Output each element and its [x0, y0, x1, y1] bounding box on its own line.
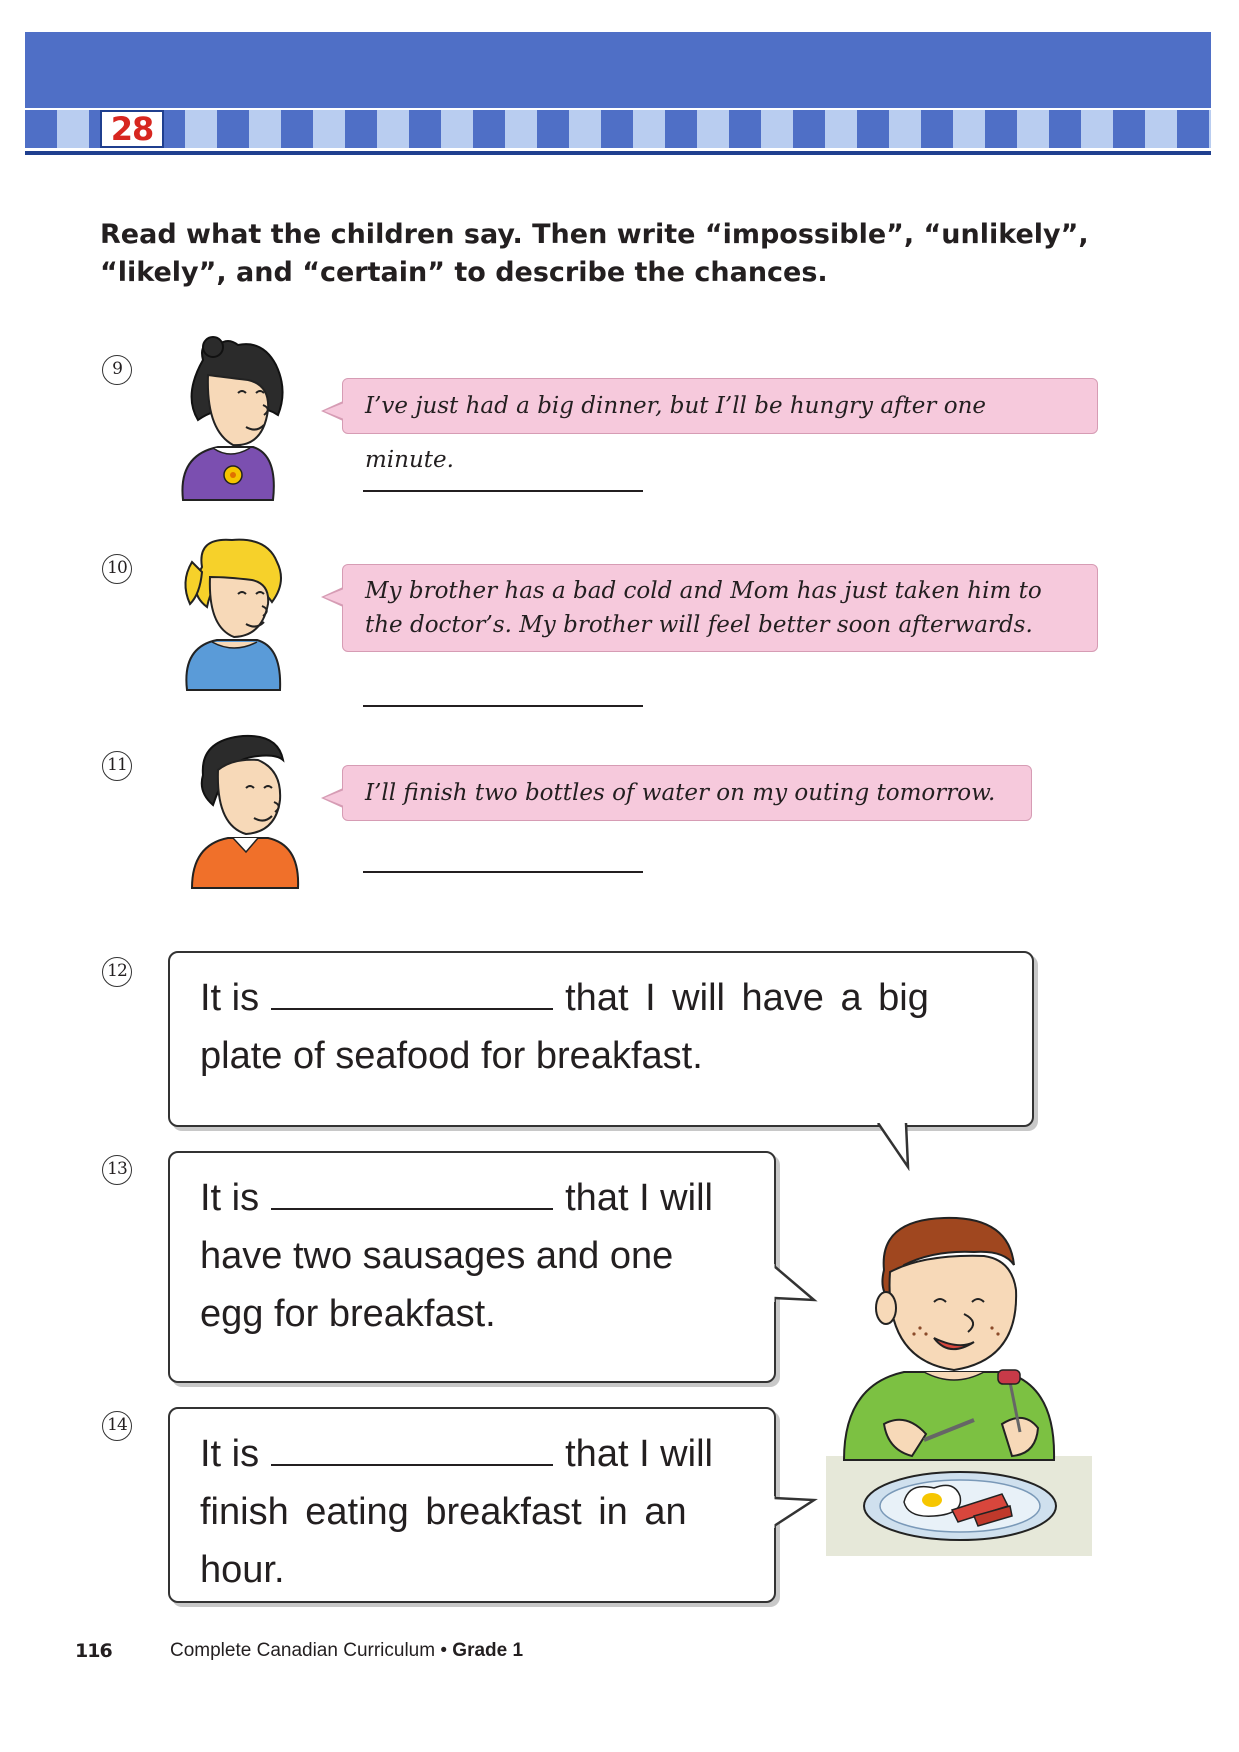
speech-bubble-10-line-2: the doctor’s. My brother will feel better soon afterwards.: [365, 612, 1033, 638]
boy-eating-breakfast-icon: [824, 1210, 1096, 1560]
statement-14-end: that I will: [565, 1433, 713, 1475]
statement-13-line-1: [200, 1169, 744, 1227]
question-number-13: 13: [102, 1155, 132, 1185]
grade-label: Grade 1: [452, 1640, 524, 1661]
question-number-9: 9: [102, 355, 132, 385]
speech-bubble-9: I’ve just had a big dinner, but I’ll be hungry after one minute.: [342, 378, 1098, 434]
statement-box-13: [168, 1151, 776, 1383]
statement-14-line-1: [200, 1425, 744, 1483]
statement-12-line-2: plate of seafood for breakfast.: [200, 1035, 703, 1077]
header-banner: [25, 32, 1211, 108]
answer-blank-12[interactable]: [271, 978, 553, 1010]
speech-bubble-11: I’ll finish two bottles of water on my outing tomorrow.: [342, 765, 1032, 821]
statement-box-12: [168, 951, 1034, 1127]
book-title-text: Complete Canadian Curriculum: [170, 1640, 436, 1661]
question-number-11: 11: [102, 751, 132, 781]
unit-number: 28: [100, 110, 164, 148]
book-title: [170, 1640, 523, 1662]
answer-blank-14[interactable]: [271, 1434, 553, 1466]
speech-bubble-10-line-1: My brother has a bad cold and Mom has just taken him to: [365, 578, 1042, 604]
answer-blank-13[interactable]: [271, 1178, 553, 1210]
speech-bubble-10: [342, 564, 1098, 652]
page-number: 116: [75, 1640, 112, 1662]
speech-tail-13: [772, 1262, 818, 1306]
statement-13-line-3: egg for breakfast.: [200, 1293, 496, 1335]
speech-tail-12: [876, 1121, 916, 1171]
footer-bullet: •: [435, 1640, 453, 1661]
girl-dark-hair-icon: [168, 335, 298, 505]
speech-tail-14: [772, 1492, 818, 1532]
question-number-10: 10: [102, 554, 132, 584]
instructions-line-2: “likely”, and “certain” to describe the chances.: [100, 257, 828, 288]
statement-13-line-2: have two sausages and one: [200, 1235, 674, 1277]
statement-13-start: It is: [200, 1177, 260, 1219]
statement-14-line-3: hour.: [200, 1549, 285, 1591]
statement-box-14: [168, 1407, 776, 1603]
statement-12-start: It is: [200, 977, 260, 1019]
question-number-14: 14: [102, 1411, 132, 1441]
answer-line-9[interactable]: [363, 490, 643, 492]
instructions-line-1: Read what the children say. Then write “impossible”, “unlikely”,: [100, 219, 1089, 250]
statement-12-end: that I will have a big: [565, 977, 929, 1019]
statement-14-line-2: finish eating breakfast in an: [200, 1491, 687, 1533]
answer-line-10[interactable]: [363, 705, 643, 707]
question-number-12: 12: [102, 957, 132, 987]
statement-14-start: It is: [200, 1433, 260, 1475]
girl-blonde-icon: [172, 532, 298, 692]
statement-12-line-1: [200, 969, 1002, 1027]
instructions: [100, 216, 1120, 292]
answer-line-11[interactable]: [363, 871, 643, 873]
boy-dark-hair-icon: [188, 730, 306, 890]
header-rule: [25, 151, 1211, 155]
statement-13-end: that I will: [565, 1177, 713, 1219]
header-checker-strip: [25, 110, 1211, 148]
